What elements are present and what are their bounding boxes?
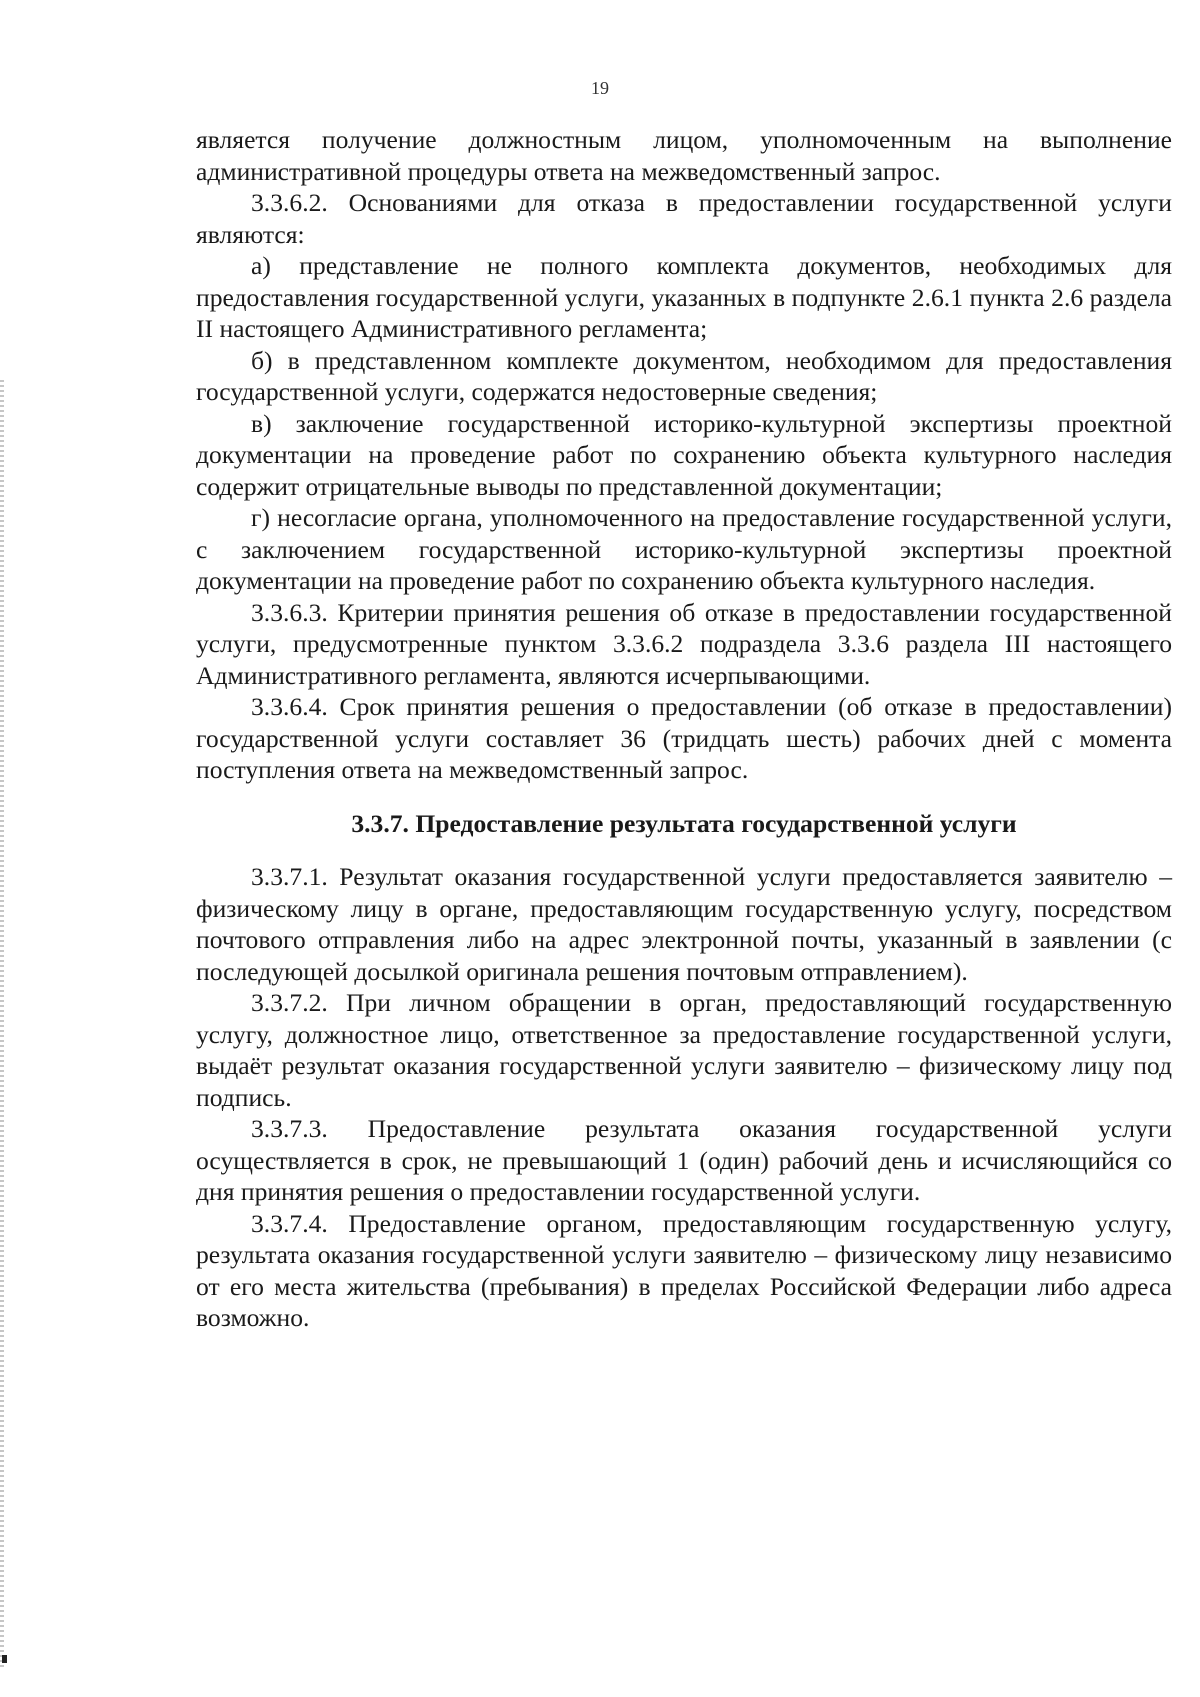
paragraph-3-3-7-4: 3.3.7.4. Предоставление органом, предоставляющим государственную услугу, результата оказания государственной услуги заявителю – физическому лицу независимо от его места жительства (пребывания) в пределах Российской Федерации либо адреса возможно. — [196, 1208, 1172, 1332]
list-item-b: б) в представленном комплекте документом, необходимом для предоставления государственной услуги, содержатся недостоверные сведения; — [196, 345, 1172, 406]
page-number: 19 — [591, 78, 609, 98]
scan-mark-artifact — [2, 1655, 7, 1663]
paragraph-3-3-6-4: 3.3.6.4. Срок принятия решения о предоставлении (об отказе в предоставлении) государственной услуги составляет 36 (тридцать шесть) рабочих дней с момента поступления ответа на межведомственный запрос. — [196, 692, 1172, 784]
document-body — [196, 124, 1172, 1334]
paragraph-3-3-7-1: 3.3.7.1. Результат оказания государственной услуги предоставляется заявителю – физическому лицу в органе, предоставляющим государственную услугу, посредством почтового отправления либо на адрес электронной почты, указанный в заявлении (с последующей досылкой оригинала решения почтовым отправлением). — [196, 862, 1172, 986]
list-item-g: г) несогласие органа, уполномоченного на предоставление государственной услуги, с заключением государственной историко-культурной экспертизы проектной документации на проведение работ по сохранению объекта культурного наследия. — [196, 503, 1172, 595]
paragraph-3-3-6-2: 3.3.6.2. Основаниями для отказа в предоставлении государственной услуги являются: — [196, 188, 1172, 249]
list-item-a: а) представление не полного комплекта документов, необходимых для предоставления государственной услуги, указанных в подпункте 2.6.1 пункта 2.6 раздела II настоящего Административного регламента; — [196, 251, 1172, 343]
section-heading-3-3-7: 3.3.7. Предоставление результата государственной услуги — [351, 808, 1017, 838]
list-item-v: в) заключение государственной историко-культурной экспертизы проектной документации на проведение работ по сохранению объекта культурного наследия содержит отрицательные выводы по представленной документации; — [196, 408, 1172, 501]
scan-edge-artifact — [0, 380, 4, 1670]
paragraph-3-3-7-2: 3.3.7.2. При личном обращении в орган, предоставляющий государственную услугу, должностное лицо, ответственное за предоставление государственной услуги, выдаёт результат оказания государственной услуги заявителю – физическому лицу под подпись. — [196, 988, 1172, 1112]
paragraph-3-3-7-3: 3.3.7.3. Предоставление результата оказания государственной услуги осуществляется в срок, не превышающий 1 (один) рабочий день и исчисляющийся со дня принятия решения о предоставлении государственной услуги. — [196, 1114, 1172, 1206]
paragraph-continuation: является получение должностным лицом, уполномоченным на выполнение административной процедуры ответа на межведомственный запрос. — [196, 125, 1172, 186]
paragraph-3-3-6-3: 3.3.6.3. Критерии принятия решения об отказе в предоставлении государственной услуги, предусмотренные пунктом 3.3.6.2 подраздела 3.3.6 раздела III настоящего Административного регламента, являются исчерпывающими. — [196, 597, 1172, 690]
